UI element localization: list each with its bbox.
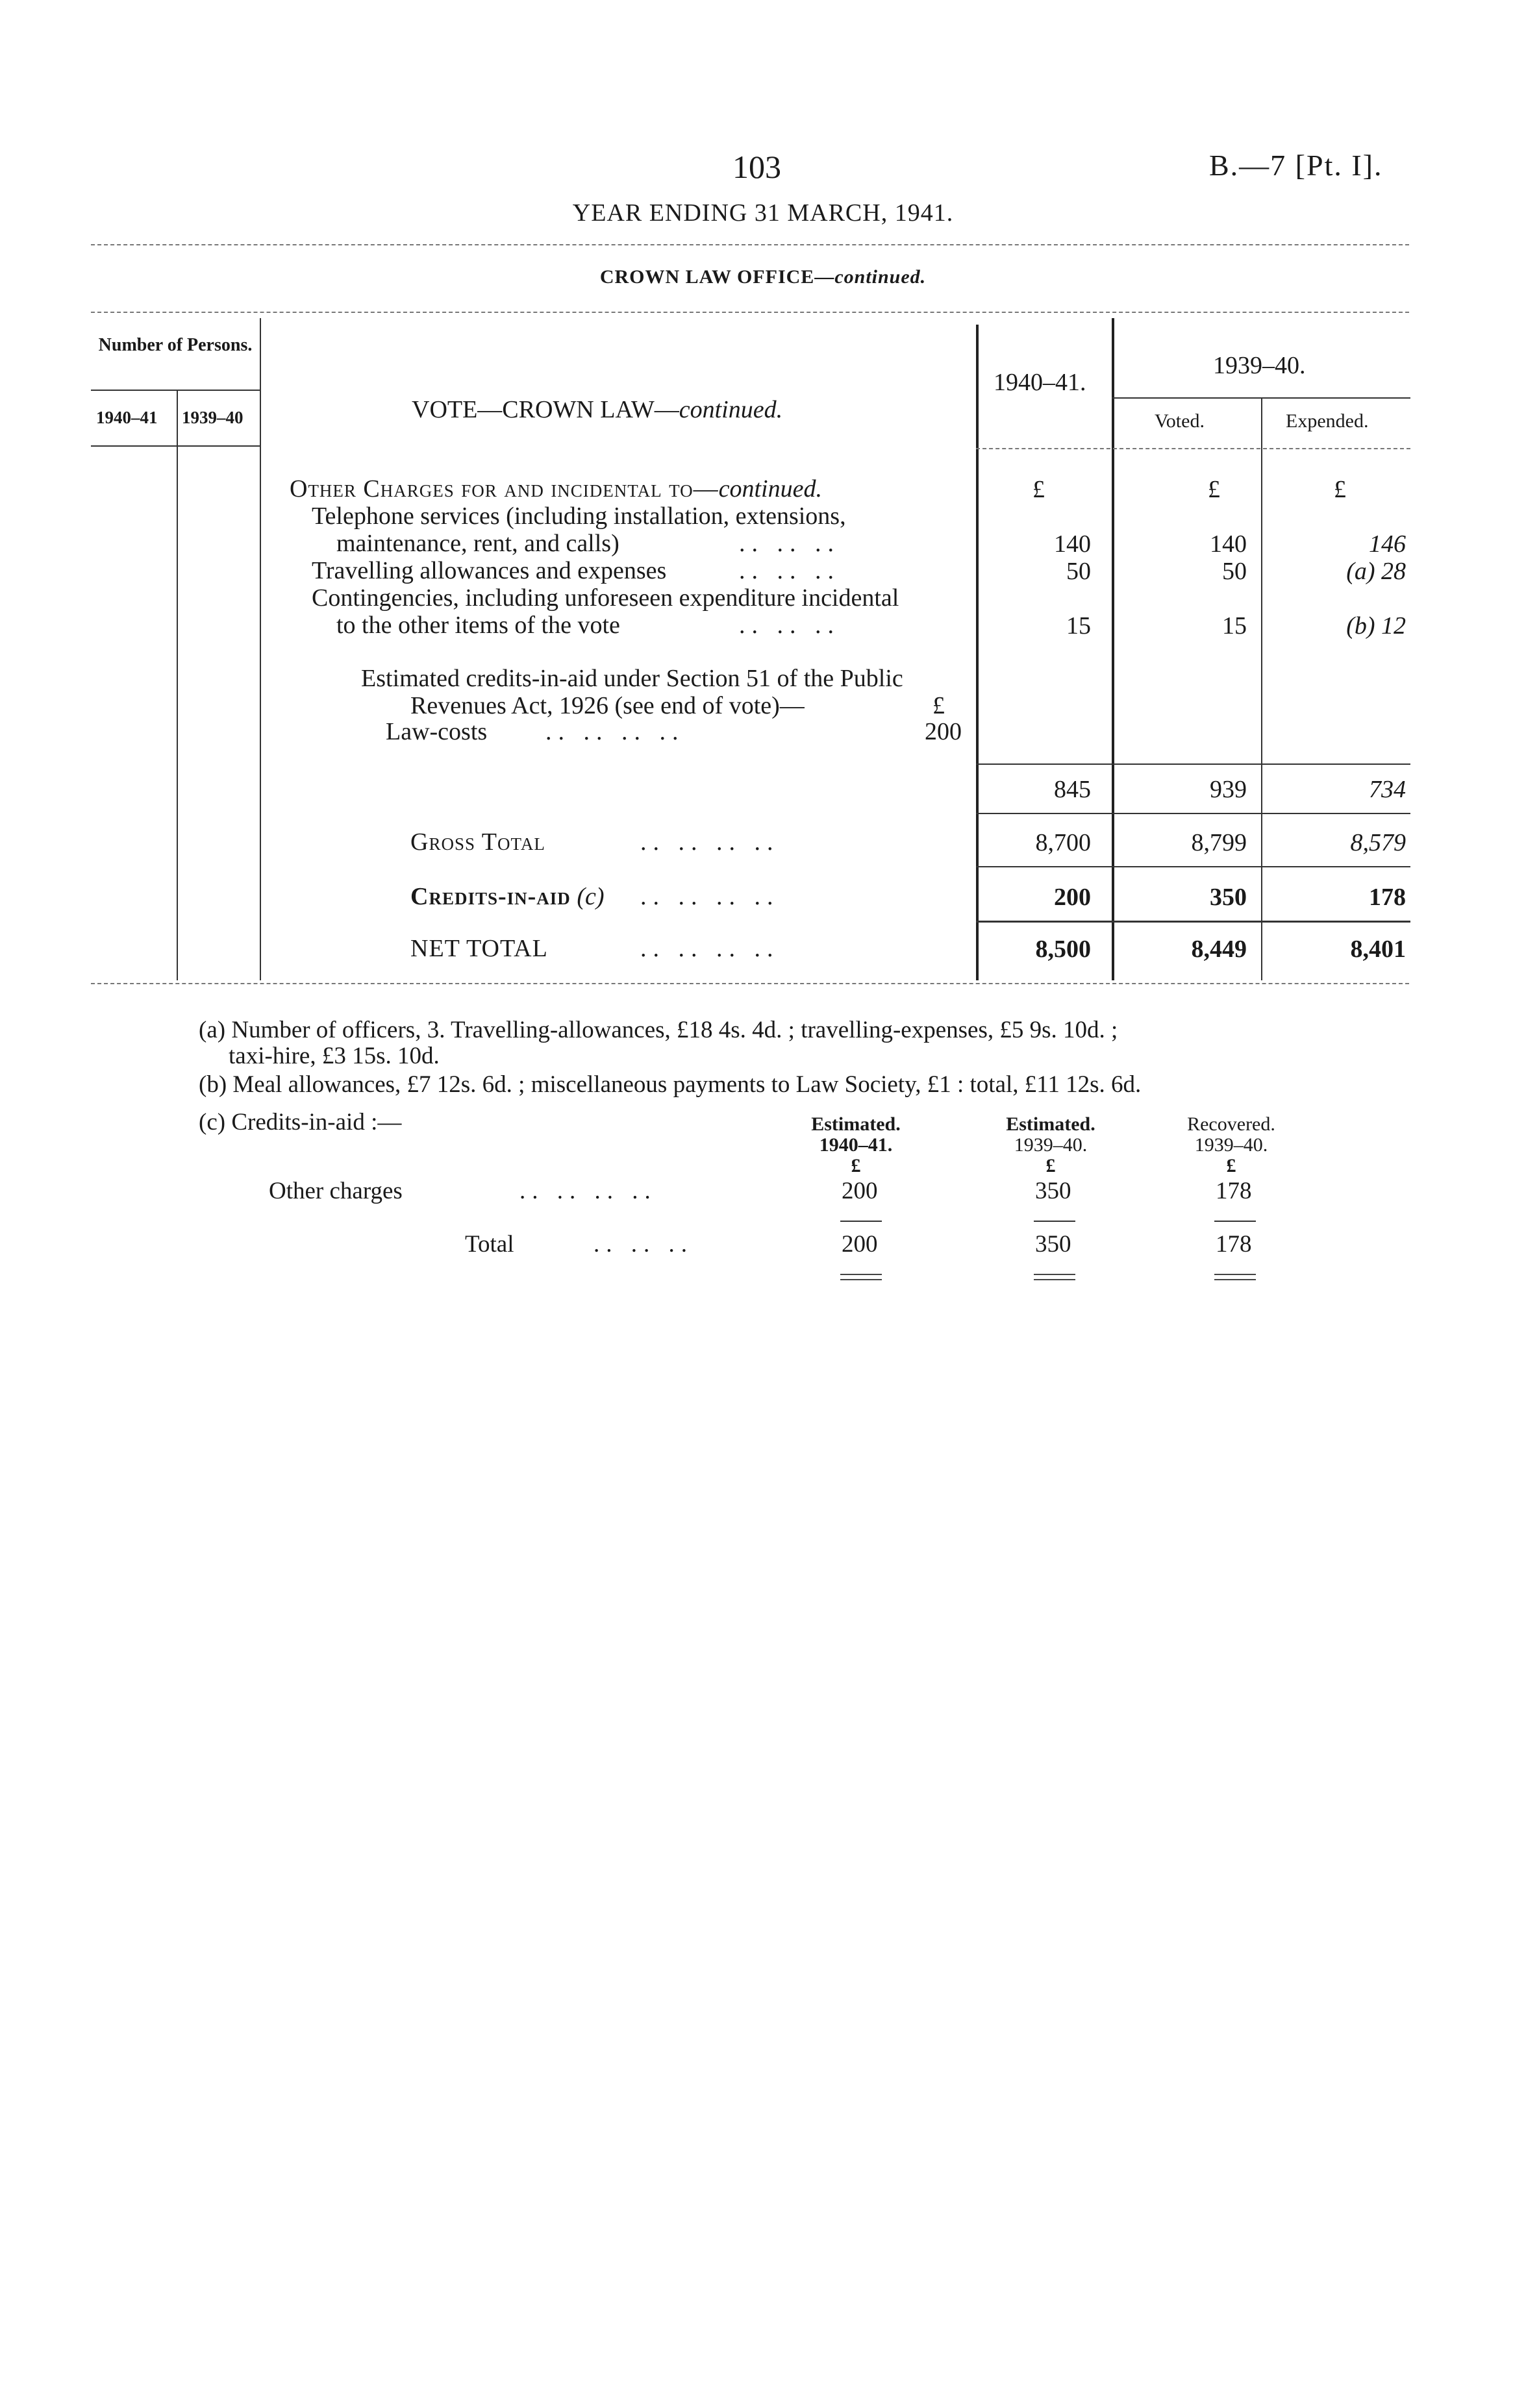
row-contingencies-line1: Contingencies, including unforeseen expenditure incidental (312, 584, 899, 612)
gross-total-expended: 8,579 (1350, 829, 1406, 856)
fn-col3-heading-l1: Recovered. (1187, 1113, 1275, 1135)
row-telephone-line1: Telephone services (including installation, extensions, (312, 503, 846, 530)
row-telephone-voted: 140 (1210, 530, 1247, 558)
fn-col1-heading-l3: £ (851, 1155, 861, 1176)
document-reference: B.—7 [Pt. I]. (1209, 149, 1383, 182)
section-heading-continued: continued. (718, 475, 822, 503)
fn-other-charges-dots: .. .. .. .. (519, 1178, 657, 1204)
fn-col1-heading-l1: Estimated. (811, 1113, 901, 1135)
vote-title (412, 396, 782, 423)
row-travelling-voted: 50 (1222, 558, 1247, 585)
row-contingencies-line2: to the other items of the vote (336, 612, 620, 639)
row-contingencies-dots: .. .. .. (739, 612, 840, 639)
fn-col1-double-rule (840, 1274, 882, 1280)
persons-right-border (260, 318, 261, 980)
col-expended-border (1261, 397, 1262, 980)
credits-in-aid-voted: 350 (1210, 884, 1247, 911)
col-1940-border (976, 325, 979, 980)
col-voted-heading: Voted. (1155, 410, 1205, 432)
office-title-continued: continued. (834, 266, 927, 288)
header-divider (91, 244, 1409, 245)
header-bottom-rule (976, 448, 1410, 449)
net-total-dots: .. .. .. .. (640, 935, 780, 962)
table-top-rule (91, 312, 1409, 313)
fn-other-charges-label: Other charges (269, 1178, 403, 1204)
year-title: YEAR ENDING 31 MARCH, 1941. (572, 199, 954, 227)
col-expended-heading: Expended. (1286, 410, 1369, 432)
subtotal-expended: 734 (1369, 776, 1406, 803)
row-travelling-label: Travelling allowances and expenses (312, 557, 667, 584)
fn-col1-rule (840, 1221, 882, 1222)
row-contingencies-est: 15 (1066, 612, 1091, 639)
currency-1940: £ (1032, 476, 1045, 503)
credits-in-aid-dots: .. .. .. .. (640, 883, 780, 910)
fn-other-charges-est-1940: 200 (842, 1178, 878, 1204)
section-heading (290, 475, 822, 503)
net-total-rule (976, 921, 1410, 923)
subtotal-rule (976, 763, 1410, 765)
office-title (0, 266, 1526, 288)
credits-in-aid-label (410, 883, 605, 910)
currency-voted: £ (1208, 476, 1220, 503)
credits-note-line1: Estimated credits-in-aid under Section 51 of the Public (361, 665, 903, 692)
fn-col2-heading-l3: £ (1045, 1155, 1056, 1176)
fn-col3-heading-l3: £ (1226, 1155, 1236, 1176)
fn-other-charges-recovered: 178 (1216, 1178, 1252, 1204)
row-contingencies-voted: 15 (1222, 612, 1247, 639)
gross-total-est: 8,700 (1035, 829, 1091, 856)
gross-total-label: Gross Total (410, 828, 545, 856)
currency-expended: £ (1334, 476, 1346, 503)
col-voted-border (1112, 318, 1114, 980)
fn-col3-rule (1214, 1221, 1256, 1222)
gross-rule (976, 813, 1410, 814)
net-total-expended: 8,401 (1350, 936, 1406, 963)
table-bottom-rule (91, 983, 1409, 984)
row-travelling-dots: .. .. .. (739, 557, 840, 584)
row-travelling-expended: (a) 28 (1346, 558, 1406, 585)
row-telephone-est: 140 (1054, 530, 1091, 558)
persons-mid-border (177, 390, 178, 980)
subtotal-voted: 939 (1210, 776, 1247, 803)
fn-col3-heading-l2: 1939–40. (1194, 1134, 1268, 1156)
persons-subheader-rule (91, 445, 260, 447)
footnote-a-line2: taxi-hire, £3 15s. 10d. (229, 1043, 440, 1069)
fn-col2-double-rule (1034, 1274, 1075, 1280)
fn-total-est-1939: 350 (1035, 1231, 1071, 1258)
vote-title-main: VOTE—CROWN LAW— (412, 396, 679, 423)
subtotal-est: 845 (1054, 776, 1091, 803)
law-costs-dots: .. .. .. .. (545, 718, 685, 745)
row-telephone-line2: maintenance, rent, and calls) (336, 530, 619, 557)
fn-col2-rule (1034, 1221, 1075, 1222)
persons-1939-40-heading: 1939–40 (182, 408, 244, 427)
office-title-main: CROWN LAW OFFICE— (599, 266, 835, 288)
credits-in-aid-ref: (c) (577, 883, 605, 910)
credits-in-aid-expended: 178 (1369, 884, 1406, 911)
row-travelling-est: 50 (1066, 558, 1091, 585)
credits-note-currency: £ (932, 692, 945, 719)
fn-col1-heading-l2: 1940–41. (819, 1134, 893, 1156)
fn-total-label: Total (465, 1231, 514, 1258)
credits-rule (976, 866, 1410, 867)
fn-col2-heading-l2: 1939–40. (1014, 1134, 1088, 1156)
col-1939-40-heading: 1939–40. (1213, 352, 1306, 379)
law-costs-value: 200 (925, 718, 962, 745)
page-number: 103 (732, 149, 781, 185)
persons-header-rule (91, 390, 260, 391)
fn-other-charges-est-1939: 350 (1035, 1178, 1071, 1204)
fn-total-est-1940: 200 (842, 1231, 878, 1258)
row-contingencies-expended: (b) 12 (1346, 612, 1406, 639)
fn-col2-heading-l1: Estimated. (1006, 1113, 1095, 1135)
net-total-est: 8,500 (1035, 936, 1091, 963)
row-telephone-dots: .. .. .. (739, 530, 840, 557)
row-telephone-expended: 146 (1369, 530, 1406, 558)
fn-total-dots: .. .. .. (594, 1231, 694, 1258)
credits-note-line2: Revenues Act, 1926 (see end of vote)— (410, 692, 805, 719)
net-total-voted: 8,449 (1191, 936, 1247, 963)
number-of-persons-heading: Number of Persons. (98, 335, 253, 355)
law-costs-label: Law-costs (386, 718, 488, 745)
credits-in-aid-label-text: Credits-in-aid (410, 883, 571, 910)
footnote-c-title: (c) Credits-in-aid :— (199, 1109, 402, 1136)
vote-title-continued: continued. (679, 396, 783, 423)
gross-total-voted: 8,799 (1191, 829, 1247, 856)
fn-col3-double-rule (1214, 1274, 1256, 1280)
gross-total-dots: .. .. .. .. (640, 828, 780, 856)
fn-total-recovered: 178 (1216, 1231, 1252, 1258)
persons-1940-41-heading: 1940–41 (96, 408, 158, 427)
year-span-rule (1112, 397, 1410, 399)
section-heading-main: Other Charges for and incidental to— (290, 475, 719, 503)
footnote-b: (b) Meal allowances, £7 12s. 6d. ; miscellaneous payments to Law Society, £1 : total, £11 12s. 6d. (199, 1071, 1142, 1098)
credits-in-aid-est: 200 (1054, 884, 1091, 911)
net-total-label: NET TOTAL (410, 935, 548, 962)
col-1940-41-heading: 1940–41. (994, 369, 1086, 396)
footnote-a-line1: (a) Number of officers, 3. Travelling-allowances, £18 4s. 4d. ; travelling-expenses, £5 9s. 10d. ; (199, 1017, 1118, 1043)
